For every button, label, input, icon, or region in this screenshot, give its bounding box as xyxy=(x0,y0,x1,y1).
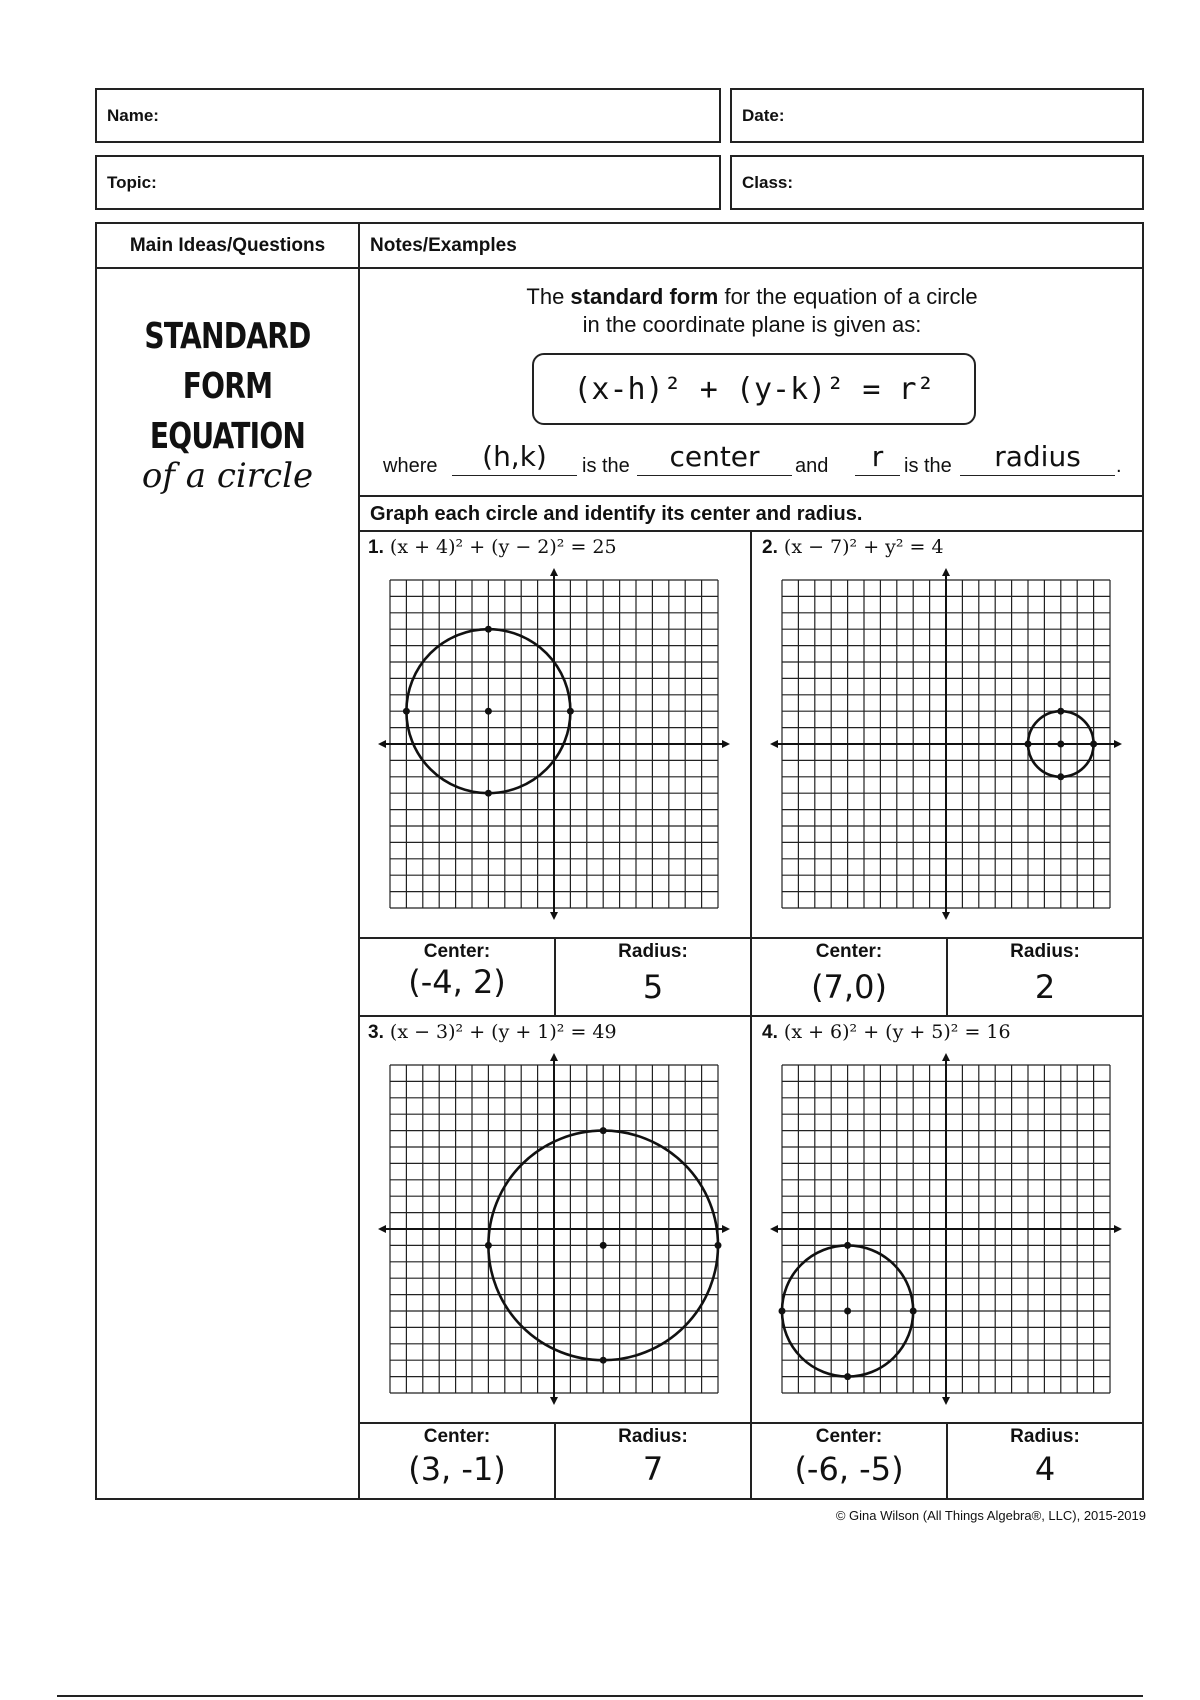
column-divider xyxy=(358,222,360,1500)
x-axis-arrow-left xyxy=(770,740,778,748)
circle-center-point xyxy=(844,1308,851,1315)
circle-center-point xyxy=(600,1242,607,1249)
circle-radius-point xyxy=(1057,773,1064,780)
instructions-top-divider xyxy=(358,495,1144,497)
problem-3-radius-label: Radius: xyxy=(618,1426,688,1447)
problem-1-radius-label: Radius: xyxy=(618,941,688,962)
sidebar-title xyxy=(97,312,358,496)
and-label: and xyxy=(795,455,829,477)
blank-center-word[interactable]: center xyxy=(637,440,792,476)
problem-3-center-answer[interactable]: (3, -1) xyxy=(408,1450,506,1488)
col-header-notes: Notes/Examples xyxy=(370,234,517,256)
circle-radius-point xyxy=(485,790,492,797)
equation-box xyxy=(532,353,976,425)
problem-1-center-label: Center: xyxy=(423,941,491,962)
y-axis-arrow-up xyxy=(550,568,558,576)
class-field[interactable] xyxy=(730,155,1144,210)
problem-2-label: 2. (x − 7)² + y² = 4 xyxy=(762,536,944,558)
problem-4-center-answer[interactable]: (-6, -5) xyxy=(794,1450,904,1488)
problem-3-label: 3. (x − 3)² + (y + 1)² = 49 xyxy=(368,1021,617,1043)
bottom-rule xyxy=(57,1695,1143,1697)
circle-radius-point xyxy=(1025,741,1032,748)
problem-3-center-label: Center: xyxy=(423,1426,491,1447)
problem-1-center-answer[interactable]: (-4, 2) xyxy=(408,963,506,1001)
header-row-divider xyxy=(95,267,1144,269)
circle-radius-point xyxy=(1090,741,1097,748)
circle-radius-point xyxy=(600,1357,607,1364)
x-axis-arrow-right xyxy=(1114,740,1122,748)
title-line-2: EQUATION xyxy=(149,416,306,457)
circle-center-point xyxy=(1057,741,1064,748)
date-label: Date: xyxy=(742,105,785,125)
x-axis-arrow-left xyxy=(770,1225,778,1233)
x-axis-arrow-right xyxy=(722,740,730,748)
y-axis-arrow-up xyxy=(942,1053,950,1061)
is-the-label-2: is the xyxy=(904,455,952,477)
blank-radius-word[interactable]: radius xyxy=(960,440,1115,476)
col-header-main-ideas: Main Ideas/Questions xyxy=(129,234,326,256)
circle-radius-point xyxy=(910,1308,917,1315)
answer-row-1-bottom xyxy=(358,1015,1144,1017)
problem-2-radius-label: Radius: xyxy=(1010,941,1080,962)
y-axis-arrow-up xyxy=(942,568,950,576)
circle-center-point xyxy=(485,708,492,715)
equation-text: (x-h)² + (y-k)² = r² xyxy=(573,371,935,407)
problem-1-label: 1. (x + 4)² + (y − 2)² = 25 xyxy=(368,536,617,558)
circle-radius-point xyxy=(600,1127,607,1134)
name-label: Name: xyxy=(107,105,159,125)
problem-2-radius-answer[interactable]: 2 xyxy=(1034,968,1056,1006)
date-field[interactable] xyxy=(730,88,1144,143)
x-axis-arrow-right xyxy=(1114,1225,1122,1233)
problem-4-center-label: Center: xyxy=(815,1426,883,1447)
y-axis-arrow-down xyxy=(550,912,558,920)
topic-field[interactable] xyxy=(95,155,721,210)
problem-3-radius-answer[interactable]: 7 xyxy=(642,1450,664,1488)
problem-2-graph[interactable] xyxy=(770,568,1125,933)
y-axis-arrow-down xyxy=(550,1397,558,1405)
problem-4-radius-label: Radius: xyxy=(1010,1426,1080,1447)
name-field[interactable] xyxy=(95,88,721,143)
problem-1-radius-answer[interactable]: 5 xyxy=(642,968,664,1006)
y-axis-arrow-up xyxy=(550,1053,558,1061)
answer-row-1-top xyxy=(358,937,1144,939)
title-line-1: STANDARD FORM xyxy=(144,316,311,407)
x-axis-arrow-left xyxy=(378,1225,386,1233)
problem-1-graph[interactable] xyxy=(378,568,733,933)
circle-radius-point xyxy=(1057,708,1064,715)
y-axis-arrow-down xyxy=(942,1397,950,1405)
problem-4-graph[interactable] xyxy=(770,1053,1125,1418)
circle-radius-point xyxy=(567,708,574,715)
standard-form-intro: The standard form for the equation of a circle in the coordinate plane is given as: xyxy=(526,284,978,337)
problem-4-label: 4. (x + 6)² + (y + 5)² = 16 xyxy=(762,1021,1011,1043)
title-script: of a circle xyxy=(141,456,314,496)
period: . xyxy=(1116,455,1122,477)
answer-row-2-top xyxy=(358,1422,1144,1424)
circle-radius-point xyxy=(403,708,410,715)
problem-2-center-answer[interactable]: (7,0) xyxy=(811,968,887,1006)
circle-radius-point xyxy=(844,1373,851,1380)
y-axis-arrow-down xyxy=(942,912,950,920)
blank-center-coords[interactable]: (h,k) xyxy=(452,440,577,476)
problem-3-graph[interactable] xyxy=(378,1053,733,1418)
where-label: where xyxy=(383,455,438,477)
blank-r[interactable]: r xyxy=(855,440,900,476)
x-axis-arrow-left xyxy=(378,740,386,748)
circle-radius-point xyxy=(485,1242,492,1249)
problem-4-radius-answer[interactable]: 4 xyxy=(1034,1450,1056,1488)
circle-radius-point xyxy=(779,1308,786,1315)
topic-label: Topic: xyxy=(107,172,157,192)
is-the-label-1: is the xyxy=(582,455,630,477)
circle-radius-point xyxy=(844,1242,851,1249)
x-axis-arrow-right xyxy=(722,1225,730,1233)
problem-2-center-label: Center: xyxy=(815,941,883,962)
class-label: Class: xyxy=(742,172,794,192)
circle-radius-point xyxy=(485,626,492,633)
instructions: Graph each circle and identify its center and radius. xyxy=(370,503,863,525)
copyright: © Gina Wilson (All Things Algebra®, LLC), 2015-2019 xyxy=(835,1508,1146,1523)
circle-radius-point xyxy=(715,1242,722,1249)
